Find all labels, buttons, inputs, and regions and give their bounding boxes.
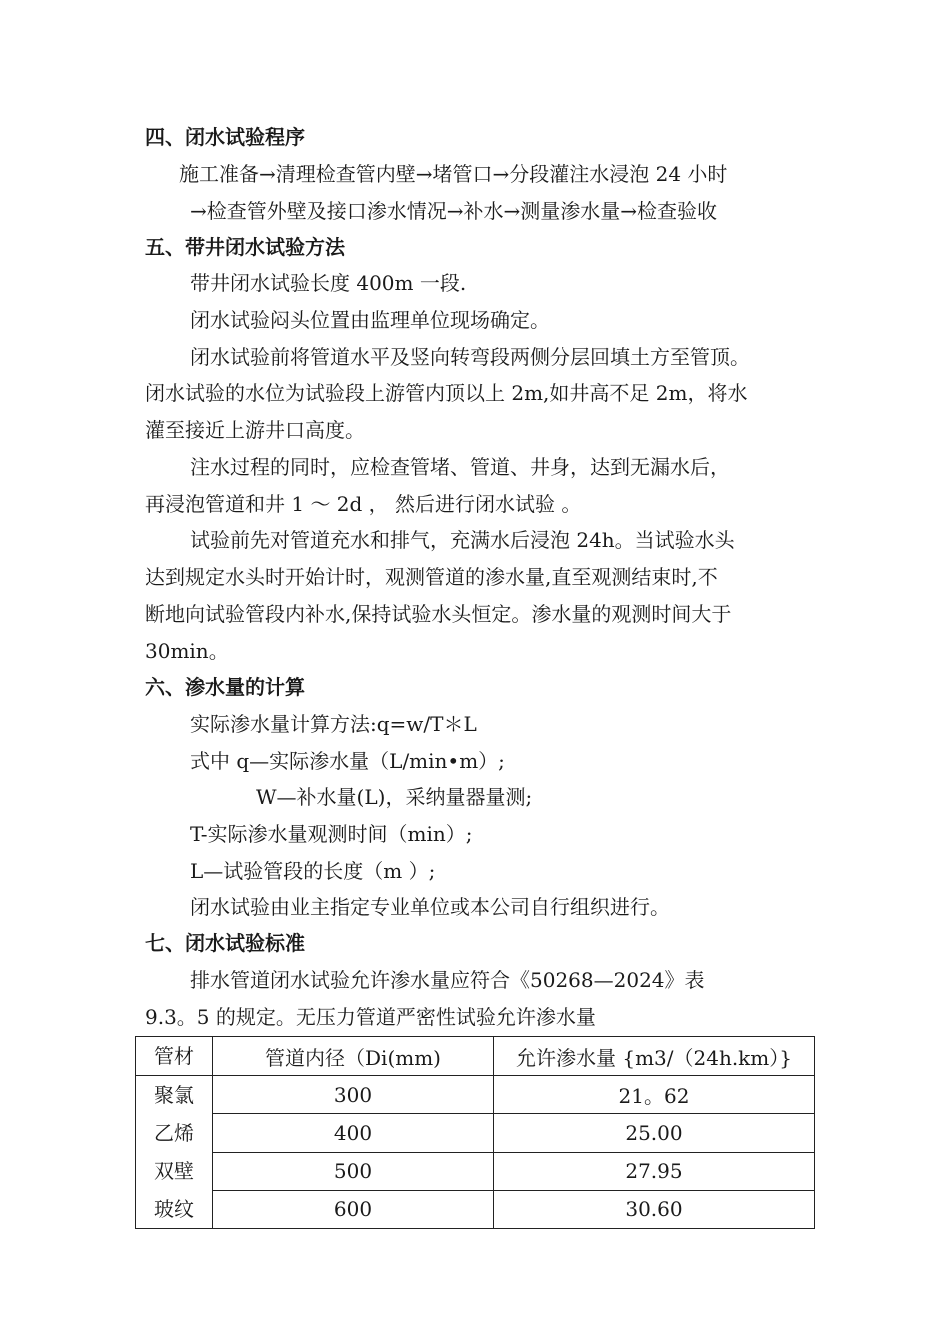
section5-p5-line1: 试验前先对管道充水和排气，充满水后浸泡 24h。当试验水头 bbox=[190, 528, 735, 552]
definition-w: W—补水量(L)，采纳量器量测; bbox=[256, 785, 533, 809]
section5-p1: 带井闭水试验长度 400m 一段. bbox=[190, 271, 467, 295]
formula-line: 实际渗水量计算方法:q=w/T＊L bbox=[190, 712, 477, 736]
header-material: 管材 bbox=[136, 1037, 213, 1076]
material-line: 乙烯 bbox=[154, 1121, 194, 1145]
table-header-row bbox=[136, 1037, 815, 1076]
section6-heading: 六、渗水量的计算 bbox=[145, 675, 305, 699]
table-row bbox=[136, 1190, 815, 1228]
section5-p2: 闭水试验闷头位置由监理单位现场确定。 bbox=[190, 308, 550, 332]
flow-line-2: →检查管外壁及接口渗水情况→补水→测量渗水量→检查验收 bbox=[190, 199, 718, 223]
table-row bbox=[136, 1152, 815, 1190]
seepage-cell: 21。62 bbox=[494, 1076, 815, 1114]
seepage-cell: 27.95 bbox=[494, 1152, 815, 1190]
header-seepage: 允许渗水量 {m3/（24h.km）} bbox=[494, 1037, 815, 1076]
section5-p5-line4: 30min。 bbox=[145, 639, 229, 663]
section5-p3-line3: 灌至接近上游井口高度。 bbox=[145, 418, 365, 442]
diameter-cell: 500 bbox=[213, 1152, 494, 1190]
table-row bbox=[136, 1076, 815, 1114]
section7-heading: 七、闭水试验标准 bbox=[145, 931, 305, 955]
section5-p3-line1: 闭水试验前将管道水平及竖向转弯段两侧分层回填土方至管顶。 bbox=[190, 345, 750, 369]
section5-p5-line2: 达到规定水头时开始计时，观测管道的渗水量,直至观测结束时,不 bbox=[145, 565, 718, 589]
diameter-cell: 600 bbox=[213, 1190, 494, 1228]
definition-l: L—试验管段的长度（m ）; bbox=[190, 859, 436, 883]
flow-line-1: 施工准备→清理检查管内壁→堵管口→分段灌注水浸泡 24 小时 bbox=[179, 162, 728, 186]
seepage-standard-table bbox=[135, 1036, 815, 1229]
material-line: 玻纹 bbox=[154, 1197, 194, 1221]
header-diameter: 管道内径（Di(mm) bbox=[213, 1037, 494, 1076]
section7-p1-line1: 排水管道闭水试验允许渗水量应符合《50268—2024》表 bbox=[190, 968, 705, 992]
section5-heading: 五、带井闭水试验方法 bbox=[145, 235, 345, 259]
section7-p1-line2: 9.3。5 的规定。无压力管道严密性试验允许渗水量 bbox=[145, 1005, 596, 1029]
seepage-cell: 25.00 bbox=[494, 1114, 815, 1152]
material-line: 聚氯 bbox=[154, 1083, 194, 1107]
table-row bbox=[136, 1114, 815, 1152]
material-line: 双壁 bbox=[154, 1159, 194, 1183]
section5-p3-line2: 闭水试验的水位为试验段上游管内顶以上 2m,如井高不足 2m，将水 bbox=[145, 381, 748, 405]
definition-q: 式中 q—实际渗水量（L/min•m）; bbox=[190, 749, 505, 773]
definition-t: T-实际渗水量观测时间（min）; bbox=[190, 822, 473, 846]
section6-note: 闭水试验由业主指定专业单位或本公司自行组织进行。 bbox=[190, 895, 670, 919]
diameter-cell: 400 bbox=[213, 1114, 494, 1152]
seepage-cell: 30.60 bbox=[494, 1190, 815, 1228]
section5-p5-line3: 断地向试验管段内补水,保持试验水头恒定。渗水量的观测时间大于 bbox=[145, 602, 732, 626]
section4-heading: 四、闭水试验程序 bbox=[145, 125, 305, 149]
material-cell bbox=[136, 1076, 213, 1229]
section5-p4-line1: 注水过程的同时，应检查管堵、管道、井身，达到无漏水后， bbox=[190, 455, 730, 479]
diameter-cell: 300 bbox=[213, 1076, 494, 1114]
section5-p4-line2: 再浸泡管道和井 1 ～ 2d ， 然后进行闭水试验 。 bbox=[145, 492, 582, 516]
